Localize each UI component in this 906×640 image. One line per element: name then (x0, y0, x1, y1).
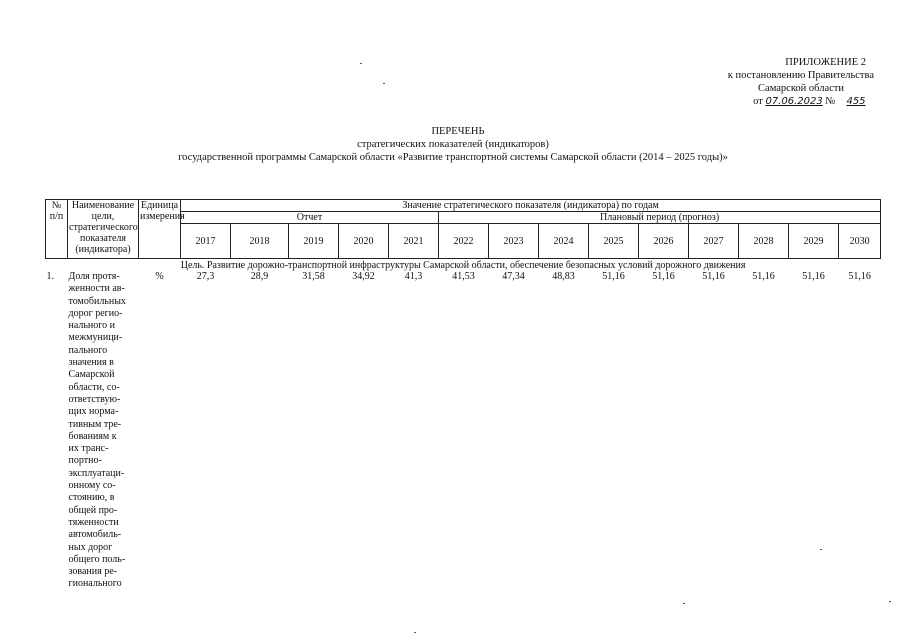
date-value: 07.06.2023 (765, 96, 823, 107)
year-header: 2029 (789, 224, 839, 259)
value-cell: 51,16 (848, 271, 871, 282)
year-header: 2023 (489, 224, 539, 259)
year-header: 2018 (231, 224, 289, 259)
appendix-line1: к постановлению Правительства (727, 70, 874, 81)
row-number: 1. (46, 271, 54, 282)
header-plan: Плановый период (прогноз) (439, 212, 881, 224)
header-unit: Единица измерения (139, 200, 181, 259)
number-prefix: № (825, 96, 836, 107)
unit-cell: % (155, 271, 164, 282)
value-cell: 51,16 (602, 271, 625, 282)
value-cell: 41,53 (452, 271, 475, 282)
scan-speck (360, 63, 362, 64)
value-cell: 51,16 (752, 271, 775, 282)
value-cell: 41,3 (404, 271, 423, 282)
appendix-block (694, 56, 874, 108)
year-header: 2025 (589, 224, 639, 259)
heading-program: государственной программы Самарской области «Развитие транспортной системы Самарской области (2014 – 2025 годы)» (178, 152, 728, 163)
value-cell: 28,9 (250, 271, 269, 282)
appendix-line2: Самарской области (758, 83, 844, 94)
number-value: 455 (846, 96, 866, 107)
value-cell: 51,16 (652, 271, 675, 282)
indicators-table (45, 199, 881, 591)
value-cell: 31,58 (302, 271, 325, 282)
scan-speck (683, 603, 685, 604)
scan-speck (383, 83, 385, 84)
header-report: Отчет (181, 212, 439, 224)
header-name: Наименование цели, стратегического показателя (индикатора) (68, 200, 139, 259)
year-header: 2020 (339, 224, 389, 259)
year-header: 2017 (181, 224, 231, 259)
heading-subtitle: стратегических показателей (индикаторов) (357, 139, 549, 150)
year-header: 2022 (439, 224, 489, 259)
value-cell: 48,83 (552, 271, 575, 282)
value-cell: 51,16 (702, 271, 725, 282)
year-header: 2021 (389, 224, 439, 259)
value-cell: 51,16 (802, 271, 825, 282)
scan-speck (820, 549, 822, 550)
year-header: 2026 (639, 224, 689, 259)
year-header: 2024 (539, 224, 589, 259)
table-row (46, 271, 881, 591)
year-header: 2019 (289, 224, 339, 259)
appendix-title: ПРИЛОЖЕНИЕ 2 (785, 57, 866, 68)
value-cell: 47,34 (502, 271, 525, 282)
scan-speck (414, 632, 416, 633)
appendix-date-line (694, 95, 874, 108)
indicator-name (68, 271, 139, 591)
date-prefix: от (753, 96, 763, 107)
value-cell: 27,3 (196, 271, 215, 282)
heading-title: ПЕРЕЧЕНЬ (431, 126, 485, 137)
document-heading (0, 125, 906, 164)
value-cell: 34,92 (352, 271, 375, 282)
header-values: Значение стратегического показателя (индикатора) по годам (181, 200, 881, 212)
scan-speck (889, 601, 891, 602)
year-header: 2028 (739, 224, 789, 259)
year-header: 2030 (839, 224, 881, 259)
indicator-name-text: Доля протя- женности ав- томобильных дорог регио- нального и межмуници- пального значения в Самарской области, со- ответствую- щих норма- тивным тре- бованиям к их транс- портно- эксплуатаци- онному со- стоянию, в общей про- тяженности автомобиль- ных дорог общего поль- зования ре- гионального (68, 271, 126, 590)
year-header: 2027 (689, 224, 739, 259)
goal-row: Цель. Развитие дорожно-транспортной инфраструктуры Самарской области, обеспечение безопасных условий дорожного движения (180, 259, 746, 271)
header-num: № п/п (46, 200, 68, 259)
